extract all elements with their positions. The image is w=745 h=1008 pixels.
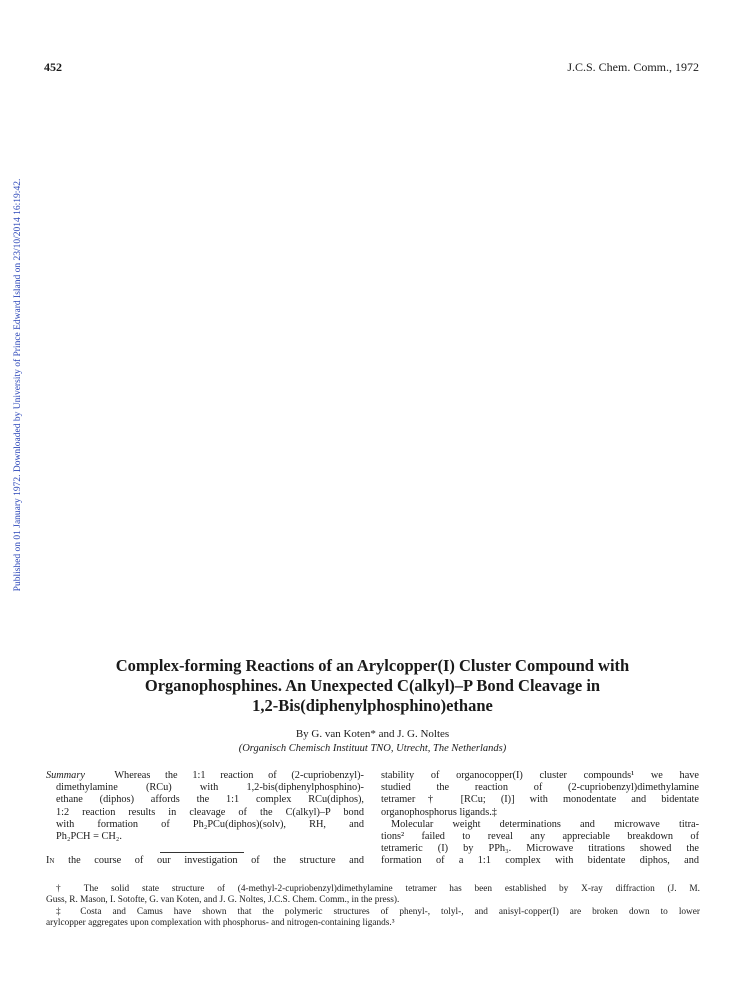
body-line: tetramer† [RCu; (I)] with monodentate and bidentate <box>381 794 699 806</box>
title-line: Complex-forming Reactions of an Arylcopper(I) Cluster Compound with <box>115 656 630 675</box>
summary-line: Ph₂PCH = CH₂. <box>56 830 122 842</box>
summary-line: 1:2 reaction results in cleavage of the C(alkyl)–P bond <box>56 806 364 818</box>
summary-line: Summary Whereas the 1:1 reaction of (2-cupriobenzyl)- <box>46 770 364 781</box>
body-first-word: In <box>46 855 55 867</box>
affiliation: (Organisch Chemisch Instituut TNO, Utrecht, The Netherlands) <box>238 743 507 754</box>
running-header: J.C.S. Chem. Comm., 1972 <box>567 60 699 74</box>
summary-label: Summary <box>46 770 85 781</box>
title-line: 1,2-Bis(diphenylphosphino)ethane <box>252 696 493 715</box>
title-line: Organophosphines. An Unexpected C(alkyl)–P Bond Cleavage in <box>144 676 601 695</box>
article-title <box>0 656 745 716</box>
body-line: organophosphorus ligands.‡ <box>381 806 497 818</box>
body-line: stability of organocopper(I) cluster compounds¹ we have <box>381 770 699 781</box>
body-line: formation of a 1:1 complex with bidentate diphos, and <box>381 855 699 867</box>
footnote-line: ‡ Costa and Camus have shown that the polymeric structures of phenyl-, tolyl-, and anisyl-copper(I) are broken down to lower <box>56 906 700 917</box>
summary-line: with formation of Ph₂PCu(diphos)(solv), RH, and <box>56 818 364 830</box>
body-line: tetrameric (I) by PPh₃. Microwave titrations showed the <box>381 843 699 855</box>
summary-line: dimethylamine (RCu) with 1,2-bis(diphenylphosphino)- <box>56 782 364 794</box>
summary-line: ethane (diphos) affords the 1:1 complex RCu(diphos), <box>56 794 364 806</box>
page-number: 452 <box>44 60 62 74</box>
body-line: tions² failed to reveal any appreciable breakdown of <box>381 830 699 842</box>
download-watermark[interactable]: Published on 01 January 1972. Downloaded by University of Prince Edward Island on 23/10/2014 16:19:42. <box>13 178 23 592</box>
body-line: Molecular weight determinations and microwave titra- <box>391 818 699 830</box>
section-rule <box>160 852 244 853</box>
author-line: By G. van Koten* and J. G. Noltes <box>295 728 450 740</box>
footnote-line: Guss, R. Mason, I. Sotofte, G. van Koten, and J. G. Noltes, J.C.S. Chem. Comm., in the press). <box>46 895 400 906</box>
body-line: In the course of our investigation of the structure and <box>46 855 364 867</box>
footnote-line: † The solid state structure of (4-methyl-2-cupriobenzyl)dimethylamine tetramer has been established by X-ray diffraction (J. M. <box>56 884 700 894</box>
footnotes <box>46 884 700 929</box>
right-column <box>381 770 699 868</box>
body-line: studied the reaction of (2-cupriobenzyl)dimethylamine <box>381 782 699 794</box>
footnote-line: arylcopper aggregates upon complexation with phosphorus- and nitrogen-containing ligands.³ <box>46 917 395 928</box>
